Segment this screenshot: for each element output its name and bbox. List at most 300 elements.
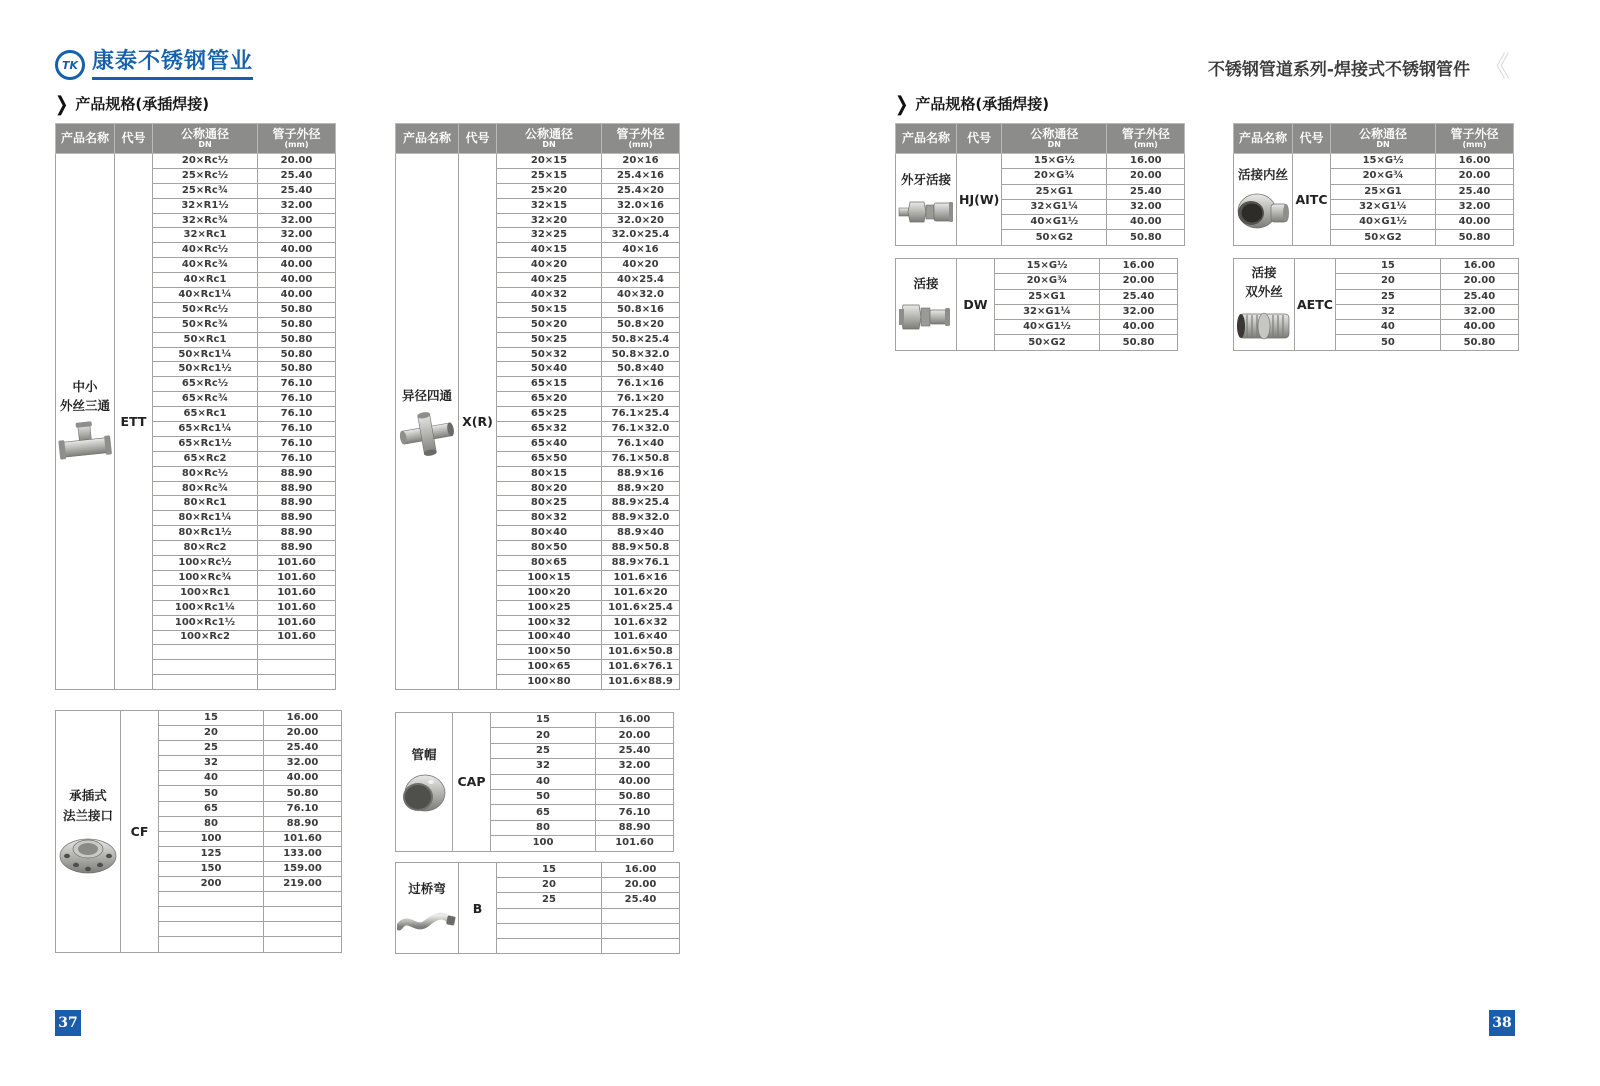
od-value: 40.00	[1440, 320, 1518, 335]
od-value: 88.9×16	[602, 466, 680, 481]
product-code: CAP	[453, 713, 491, 852]
brand-logo	[55, 50, 253, 80]
od-value: 88.90	[264, 816, 342, 831]
od-value: 40.00	[258, 258, 336, 273]
dn-value: 20	[1335, 274, 1440, 289]
od-value: 50.8×25.4	[602, 332, 680, 347]
dn-value: 32	[159, 756, 264, 771]
spec-table-cap	[395, 712, 674, 852]
product-code: DW	[957, 259, 995, 351]
od-value: 25.40	[258, 168, 336, 183]
od-value: 20.00	[596, 728, 674, 743]
product-code: CF	[121, 711, 159, 953]
od-value: 50.8×16	[602, 302, 680, 317]
od-value: 88.90	[258, 511, 336, 526]
cross-fitting-image	[397, 411, 457, 457]
dn-value: 100×Rc½	[153, 556, 258, 571]
dn-value: 20	[491, 728, 596, 743]
dn-value: 32×G1¼	[1002, 199, 1107, 214]
dn-value: 25	[159, 741, 264, 756]
spec-table-cf	[55, 710, 342, 953]
dn-value: 50×25	[497, 332, 602, 347]
dn-value: 40	[491, 774, 596, 789]
od-value: 16.00	[1107, 154, 1185, 169]
dn-value: 65	[491, 805, 596, 820]
product-name: 活接 双外丝	[1245, 264, 1283, 299]
dn-value: 40×G1½	[1331, 215, 1436, 230]
od-value: 25.40	[264, 741, 342, 756]
od-value: 32.00	[258, 213, 336, 228]
dn-value: 32×15	[497, 198, 602, 213]
od-value: 16.00	[596, 713, 674, 728]
od-value	[264, 892, 342, 907]
od-value: 159.00	[264, 861, 342, 876]
dn-value: 100×40	[497, 630, 602, 645]
product-cell	[896, 154, 957, 246]
table-row	[1234, 259, 1519, 274]
product-cell	[56, 154, 115, 690]
od-value: 20.00	[1436, 169, 1514, 184]
spec-table-slot-cf	[55, 710, 342, 953]
union-image	[897, 299, 955, 335]
od-value: 50.8×20	[602, 317, 680, 332]
dn-value: 80×65	[497, 556, 602, 571]
od-value: 76.10	[258, 407, 336, 422]
section-title-right-label: 产品规格(承插焊接)	[915, 95, 1050, 113]
od-value: 40×20	[602, 258, 680, 273]
od-value: 25.4×16	[602, 168, 680, 183]
od-value	[258, 645, 336, 660]
header-col-code: 代号	[459, 124, 497, 154]
dn-value: 40×G1½	[995, 320, 1100, 335]
od-value: 32.0×16	[602, 198, 680, 213]
table-row	[396, 154, 680, 169]
dn-value: 50×40	[497, 362, 602, 377]
dn-value: 32×G1¼	[1331, 199, 1436, 214]
od-value: 25.40	[602, 893, 680, 908]
dn-value: 15	[491, 713, 596, 728]
dn-value: 20×15	[497, 154, 602, 169]
spec-table-dw	[895, 258, 1178, 351]
od-value: 101.6×25.4	[602, 600, 680, 615]
dn-value: 32×Rc¾	[153, 213, 258, 228]
dn-value	[159, 892, 264, 907]
dn-value: 50×Rc1½	[153, 362, 258, 377]
dn-value: 40	[159, 771, 264, 786]
dn-value: 20×Rc½	[153, 154, 258, 169]
dn-value: 50×Rc1	[153, 332, 258, 347]
dn-value: 100×Rc1	[153, 585, 258, 600]
od-value: 101.6×40	[602, 630, 680, 645]
od-value: 76.10	[258, 392, 336, 407]
dn-value: 32×20	[497, 213, 602, 228]
spec-table-ett	[55, 123, 336, 690]
dn-value: 25×G1	[1002, 184, 1107, 199]
od-value: 50.80	[1436, 230, 1514, 245]
spec-table-aitc	[1233, 123, 1514, 246]
od-value: 76.1×50.8	[602, 451, 680, 466]
od-value: 101.6×32	[602, 615, 680, 630]
dn-value: 80×Rc½	[153, 466, 258, 481]
dn-value: 32×Rc1	[153, 228, 258, 243]
od-value: 32.00	[258, 228, 336, 243]
dn-value: 65×15	[497, 377, 602, 392]
dn-value: 100×80	[497, 675, 602, 690]
od-value	[264, 907, 342, 922]
dn-value: 100×25	[497, 600, 602, 615]
od-value: 101.60	[596, 836, 674, 851]
section-title-left-label: 产品规格(承插焊接)	[75, 95, 210, 113]
dn-value	[153, 645, 258, 660]
header-col-od: 管子外径 (mm)	[1107, 124, 1185, 154]
product-name: 承插式 法兰接口	[62, 788, 113, 823]
dn-value: 40×Rc1	[153, 273, 258, 288]
od-value: 101.60	[264, 831, 342, 846]
table-row	[56, 154, 336, 169]
od-value: 101.60	[258, 556, 336, 571]
od-value: 88.9×20	[602, 481, 680, 496]
od-value: 50.80	[1440, 335, 1518, 350]
spec-table-slot-aitc	[1233, 123, 1514, 246]
table-header-row	[896, 124, 1185, 154]
dn-value	[497, 923, 602, 938]
spec-table-aetc	[1233, 258, 1519, 351]
dn-value	[159, 907, 264, 922]
od-value: 32.00	[1107, 199, 1185, 214]
od-value: 50.80	[1107, 230, 1185, 245]
table-row	[896, 154, 1185, 169]
header-col-od: 管子外径 (mm)	[602, 124, 680, 154]
dn-value: 80×Rc¾	[153, 481, 258, 496]
header-col-product: 产品名称	[1234, 124, 1293, 154]
brand-logo-icon	[55, 50, 85, 80]
dn-value: 100×20	[497, 585, 602, 600]
product-code: HJ(W)	[957, 154, 1002, 246]
section-title-right	[895, 93, 1049, 114]
spec-table-slot-cap	[395, 712, 674, 852]
od-value: 32.0×20	[602, 213, 680, 228]
od-value: 50.8×40	[602, 362, 680, 377]
dn-value: 50	[159, 786, 264, 801]
header-col-product: 产品名称	[396, 124, 459, 154]
od-value: 101.60	[258, 570, 336, 585]
od-value: 88.90	[258, 526, 336, 541]
dn-value: 50×G2	[1331, 230, 1436, 245]
dn-value: 80×15	[497, 466, 602, 481]
union-male-image	[897, 195, 955, 229]
od-value: 32.00	[258, 198, 336, 213]
dn-value: 80	[159, 816, 264, 831]
brand-logo-letters: TK	[61, 58, 79, 72]
dn-value: 100	[491, 836, 596, 851]
union-female-image	[1235, 190, 1291, 234]
table-row	[56, 711, 342, 726]
od-value: 101.60	[258, 585, 336, 600]
dn-value: 15	[497, 863, 602, 878]
dn-value: 20×G¾	[995, 274, 1100, 289]
section-title-left	[55, 93, 209, 114]
product-code: ETT	[115, 154, 153, 690]
header-col-product: 产品名称	[56, 124, 115, 154]
od-value: 32.00	[596, 759, 674, 774]
od-value: 50.80	[1100, 335, 1178, 350]
dn-value: 80×40	[497, 526, 602, 541]
spec-table-hjw	[895, 123, 1185, 246]
dn-value: 20×G¾	[1331, 169, 1436, 184]
product-code: AITC	[1293, 154, 1331, 246]
dn-value: 80×25	[497, 496, 602, 511]
od-value: 32.0×25.4	[602, 228, 680, 243]
header-col-od: 管子外径 (mm)	[1436, 124, 1514, 154]
table-row	[396, 713, 674, 728]
dn-value: 65×Rc2	[153, 451, 258, 466]
product-code: X(R)	[459, 154, 497, 690]
dn-value: 25×15	[497, 168, 602, 183]
od-value: 76.1×16	[602, 377, 680, 392]
od-value	[602, 908, 680, 923]
od-value: 40×16	[602, 243, 680, 258]
dn-value: 25×G1	[995, 289, 1100, 304]
product-cell	[56, 711, 121, 953]
od-value: 50.8×32.0	[602, 347, 680, 362]
dn-value: 40×32	[497, 288, 602, 303]
od-value: 76.10	[596, 805, 674, 820]
dn-value: 25×G1	[1331, 184, 1436, 199]
od-value: 76.1×25.4	[602, 407, 680, 422]
od-value: 32.00	[1440, 304, 1518, 319]
od-value: 32.00	[264, 756, 342, 771]
od-value	[602, 938, 680, 953]
product-cell	[396, 713, 453, 852]
series-title: 不锈钢管道系列-焊接式不锈钢管件	[1207, 59, 1470, 80]
dn-value: 200	[159, 877, 264, 892]
dn-value: 65×20	[497, 392, 602, 407]
header-col-code: 代号	[957, 124, 1002, 154]
spec-table-slot-hjw	[895, 123, 1185, 246]
dn-value: 50×15	[497, 302, 602, 317]
od-value: 88.9×76.1	[602, 556, 680, 571]
od-value: 76.1×32.0	[602, 422, 680, 437]
od-value	[264, 937, 342, 952]
product-name: 中小 外丝三通	[59, 378, 110, 414]
dn-value: 50×G2	[995, 335, 1100, 350]
dn-value: 80	[491, 820, 596, 835]
dn-value: 65×40	[497, 436, 602, 451]
union-double-male-image	[1235, 306, 1293, 346]
dn-value: 65×Rc¾	[153, 392, 258, 407]
product-name: 活接	[913, 276, 939, 292]
dn-value: 65×32	[497, 422, 602, 437]
dn-value: 65×Rc½	[153, 377, 258, 392]
product-code: B	[459, 863, 497, 954]
dn-value: 100×Rc1¼	[153, 600, 258, 615]
dn-value: 20	[159, 726, 264, 741]
dn-value: 100×Rc2	[153, 630, 258, 645]
dn-value: 80×20	[497, 481, 602, 496]
dn-value: 50×G2	[1002, 230, 1107, 245]
od-value: 20×16	[602, 154, 680, 169]
dn-value	[153, 675, 258, 690]
od-value: 40.00	[1100, 320, 1178, 335]
od-value: 40×25.4	[602, 273, 680, 288]
dn-value: 15×G½	[995, 259, 1100, 274]
dn-value: 80×Rc1	[153, 496, 258, 511]
dn-value	[497, 938, 602, 953]
dn-value: 100×32	[497, 615, 602, 630]
od-value: 101.6×76.1	[602, 660, 680, 675]
spec-table-slot-ett	[55, 123, 336, 690]
od-value: 101.60	[258, 600, 336, 615]
od-value: 50.80	[264, 786, 342, 801]
od-value	[602, 923, 680, 938]
od-value: 101.6×88.9	[602, 675, 680, 690]
product-name: 管帽	[411, 746, 437, 762]
header-col-dn: 公称通径 DN	[1331, 124, 1436, 154]
od-value: 25.40	[1440, 289, 1518, 304]
od-value: 76.1×40	[602, 436, 680, 451]
product-cell	[1234, 259, 1295, 351]
od-value: 25.40	[596, 743, 674, 758]
spec-table-slot-aetc	[1233, 258, 1519, 351]
dn-value: 100×15	[497, 570, 602, 585]
od-value: 40×32.0	[602, 288, 680, 303]
od-value: 40.00	[258, 243, 336, 258]
dn-value: 50×32	[497, 347, 602, 362]
tee-fitting-image	[57, 420, 113, 466]
od-value: 101.6×16	[602, 570, 680, 585]
header-col-dn: 公称通径 DN	[497, 124, 602, 154]
dn-value: 65×Rc1	[153, 407, 258, 422]
od-value: 16.00	[264, 711, 342, 726]
dn-value: 40	[1335, 320, 1440, 335]
product-cell	[396, 154, 459, 690]
product-cell	[896, 259, 957, 351]
product-name: 外牙活接	[900, 172, 951, 188]
dn-value: 40×Rc1¼	[153, 288, 258, 303]
header-col-product: 产品名称	[896, 124, 957, 154]
dn-value: 80×Rc2	[153, 541, 258, 556]
od-value: 101.6×20	[602, 585, 680, 600]
dn-value: 50×20	[497, 317, 602, 332]
table-header-row	[56, 124, 336, 154]
dn-value: 100×Rc¾	[153, 570, 258, 585]
dn-value: 125	[159, 846, 264, 861]
dn-value: 65×Rc1½	[153, 436, 258, 451]
od-value: 20.00	[1440, 274, 1518, 289]
od-value: 40.00	[264, 771, 342, 786]
spec-table-slot-b	[395, 862, 680, 954]
od-value: 20.00	[258, 154, 336, 169]
page-number-right: 38	[1489, 1010, 1515, 1036]
dn-value: 50×Rc¾	[153, 317, 258, 332]
dn-value	[159, 937, 264, 952]
od-value: 40.00	[258, 273, 336, 288]
dn-value: 80×Rc1½	[153, 526, 258, 541]
spec-table-slot-xr	[395, 123, 680, 690]
series-title-bar	[1207, 50, 1510, 83]
od-value: 20.00	[264, 726, 342, 741]
double-chevron-icon: 《	[1481, 50, 1510, 83]
od-value: 40.00	[1107, 215, 1185, 230]
dn-value: 100×65	[497, 660, 602, 675]
pipe-cap-image	[397, 769, 451, 819]
section-arrow-icon: ❯	[55, 91, 69, 116]
dn-value: 50×Rc½	[153, 302, 258, 317]
od-value: 88.90	[258, 496, 336, 511]
header-col-code: 代号	[1293, 124, 1331, 154]
product-name: 过桥弯	[408, 880, 446, 896]
od-value: 88.90	[258, 541, 336, 556]
dn-value: 65	[159, 801, 264, 816]
od-value: 76.1×20	[602, 392, 680, 407]
od-value: 133.00	[264, 846, 342, 861]
od-value: 76.10	[264, 801, 342, 816]
dn-value: 65×25	[497, 407, 602, 422]
dn-value: 15	[159, 711, 264, 726]
od-value: 25.40	[258, 183, 336, 198]
bridge-bend-image	[397, 903, 457, 937]
dn-value: 40×15	[497, 243, 602, 258]
od-value: 88.9×50.8	[602, 541, 680, 556]
dn-value	[497, 908, 602, 923]
od-value	[264, 922, 342, 937]
od-value: 50.80	[258, 302, 336, 317]
od-value	[258, 660, 336, 675]
table-row	[396, 863, 680, 878]
header-col-dn: 公称通径 DN	[1002, 124, 1107, 154]
dn-value: 80×50	[497, 541, 602, 556]
od-value: 16.00	[1440, 259, 1518, 274]
page-number-left: 37	[55, 1010, 81, 1036]
section-arrow-icon: ❯	[895, 91, 909, 116]
dn-value: 100×50	[497, 645, 602, 660]
spec-table-slot-dw	[895, 258, 1178, 351]
od-value: 88.9×40	[602, 526, 680, 541]
od-value: 88.9×32.0	[602, 511, 680, 526]
dn-value: 80×Rc1¼	[153, 511, 258, 526]
dn-value: 40×Rc¾	[153, 258, 258, 273]
od-value: 50.80	[258, 347, 336, 362]
table-row	[1234, 154, 1514, 169]
table-header-row	[396, 124, 680, 154]
product-cell	[396, 863, 459, 954]
od-value: 32.00	[1100, 304, 1178, 319]
dn-value: 50	[491, 789, 596, 804]
dn-value: 50	[1335, 335, 1440, 350]
product-name: 活接内丝	[1237, 167, 1288, 183]
od-value: 219.00	[264, 877, 342, 892]
dn-value: 25×20	[497, 183, 602, 198]
od-value: 76.10	[258, 436, 336, 451]
dn-value: 100×Rc1½	[153, 615, 258, 630]
od-value: 16.00	[1436, 154, 1514, 169]
dn-value: 20	[497, 878, 602, 893]
product-cell	[1234, 154, 1293, 246]
product-code: AETC	[1295, 259, 1336, 351]
od-value: 40.00	[596, 774, 674, 789]
od-value: 32.00	[1436, 199, 1514, 214]
od-value: 76.10	[258, 377, 336, 392]
od-value: 25.40	[1100, 289, 1178, 304]
product-name: 异径四通	[401, 388, 452, 404]
table-header-row	[1234, 124, 1514, 154]
od-value: 88.9×25.4	[602, 496, 680, 511]
od-value: 25.40	[1436, 184, 1514, 199]
od-value: 88.90	[258, 481, 336, 496]
dn-value: 50×Rc1¼	[153, 347, 258, 362]
dn-value: 32×25	[497, 228, 602, 243]
od-value: 20.00	[1100, 274, 1178, 289]
